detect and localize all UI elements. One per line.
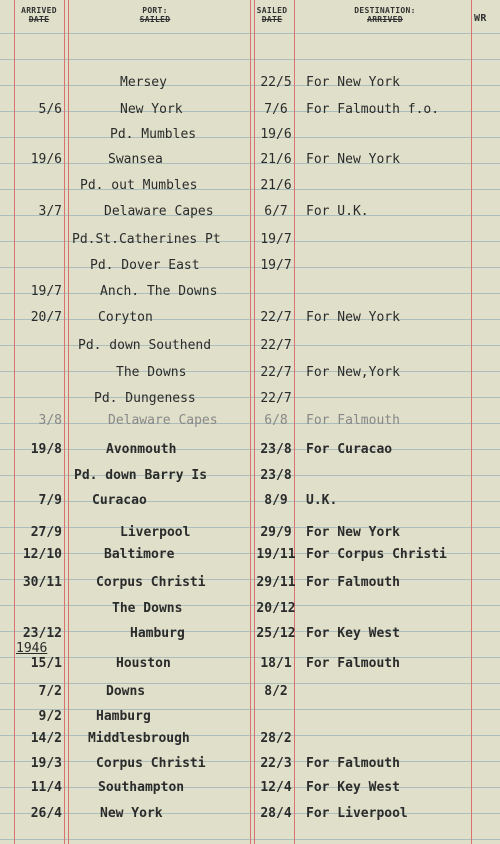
port-name: Hamburg	[96, 709, 151, 724]
sailed-date: 8/9	[264, 493, 288, 508]
arrived-date: 11/4	[30, 780, 62, 795]
sailed-date: 22/3	[260, 756, 292, 771]
sailed-date: 23/8	[260, 442, 292, 457]
header-destination-sub: ARRIVED	[367, 15, 403, 24]
log-row	[0, 491, 500, 511]
sailed-date: 19/6	[260, 127, 292, 142]
arrived-date: 3/8	[38, 413, 62, 428]
log-row	[0, 654, 500, 674]
arrived-date: 19/6	[30, 152, 62, 167]
log-row	[0, 754, 500, 774]
arrived-date: 5/6	[38, 102, 62, 117]
destination: For Falmouth	[306, 413, 400, 428]
destination: For New York	[306, 152, 400, 167]
year-marker: 1946	[16, 641, 48, 656]
port-name: Liverpool	[120, 525, 191, 540]
header-destination-title: DESTINATION:	[354, 6, 416, 15]
destination: For Key West	[306, 626, 400, 641]
port-name: New York	[120, 102, 183, 117]
log-row	[0, 100, 500, 120]
arrived-date: 12/10	[22, 547, 62, 562]
sailed-date: 22/7	[260, 391, 292, 406]
log-row	[0, 282, 500, 302]
arrived-date: 26/4	[30, 806, 62, 821]
log-row	[0, 389, 500, 409]
arrived-date: 7/2	[38, 684, 62, 699]
sailed-date: 6/7	[264, 204, 288, 219]
sailed-date: 20/12	[256, 601, 296, 616]
log-row	[0, 230, 500, 250]
sailed-date: 7/6	[264, 102, 288, 117]
port-name: Avonmouth	[106, 442, 177, 457]
log-row	[0, 599, 500, 619]
log-row	[0, 545, 500, 565]
sailed-date: 18/1	[260, 656, 292, 671]
sailed-date: 23/8	[260, 468, 292, 483]
sailed-date: 25/12	[256, 626, 296, 641]
port-name: Houston	[116, 656, 171, 671]
port-name: Swansea	[108, 152, 163, 167]
log-row	[0, 804, 500, 824]
log-row	[0, 73, 500, 93]
port-name: Pd. Mumbles	[110, 127, 197, 142]
port-name: Delaware Capes	[108, 413, 218, 428]
log-row	[0, 440, 500, 460]
log-row	[0, 411, 500, 431]
destination: For Corpus Christi	[306, 547, 447, 562]
header-destination	[330, 6, 440, 24]
port-name: Downs	[106, 684, 146, 699]
destination: For Falmouth	[306, 756, 400, 771]
destination: For Liverpool	[306, 806, 408, 821]
log-row	[0, 176, 500, 196]
port-name: Pd. out Mumbles	[80, 178, 198, 193]
log-row	[0, 466, 500, 486]
log-row	[0, 573, 500, 593]
destination: U.K.	[306, 493, 338, 508]
arrived-date: 19/8	[30, 442, 62, 457]
port-name: Corpus Christi	[96, 756, 206, 771]
destination: For Curacao	[306, 442, 393, 457]
header-extra: WR	[474, 13, 487, 24]
destination: For New York	[306, 525, 400, 540]
arrived-date: 9/2	[38, 709, 62, 724]
port-name: Pd. Dover East	[90, 258, 200, 273]
log-row	[0, 729, 500, 749]
sailed-date: 22/7	[260, 338, 292, 353]
sailed-date: 22/7	[260, 310, 292, 325]
sailed-date: 21/6	[260, 152, 292, 167]
destination: For New,York	[306, 365, 400, 380]
arrived-date: 27/9	[30, 525, 62, 540]
header-arrived-sub: DATE	[28, 15, 50, 24]
log-row	[0, 202, 500, 222]
arrived-date: 23/12	[22, 626, 62, 641]
header-sailed-sub: DATE	[261, 15, 283, 24]
destination: For Falmouth f.o.	[306, 102, 440, 117]
arrived-date: 19/7	[30, 284, 62, 299]
destination: For New York	[306, 75, 400, 90]
destination: For U.K.	[306, 204, 369, 219]
port-name: Middlesbrough	[88, 731, 190, 746]
sailed-date: 12/4	[260, 780, 292, 795]
log-row	[0, 624, 500, 644]
port-name: Delaware Capes	[104, 204, 214, 219]
header-port	[90, 6, 220, 24]
header-arrived-title: ARRIVED	[21, 6, 57, 15]
destination: For New York	[306, 310, 400, 325]
log-row	[0, 336, 500, 356]
log-row	[0, 778, 500, 798]
port-name: Curacao	[92, 493, 147, 508]
arrived-date: 3/7	[38, 204, 62, 219]
port-name: New York	[100, 806, 163, 821]
sailed-date: 29/11	[256, 575, 296, 590]
destination: For Falmouth	[306, 656, 400, 671]
sailed-date: 21/6	[260, 178, 292, 193]
sailed-date: 19/7	[260, 232, 292, 247]
sailed-date: 19/7	[260, 258, 292, 273]
port-name: Coryton	[98, 310, 153, 325]
header-sailed-title: SAILED	[256, 6, 288, 15]
arrived-date: 15/1	[30, 656, 62, 671]
sailed-date: 22/5	[260, 75, 292, 90]
header-sailed	[250, 6, 294, 24]
port-name: Southampton	[98, 780, 185, 795]
log-row	[0, 523, 500, 543]
arrived-date: 19/3	[30, 756, 62, 771]
port-name: Pd. down Southend	[78, 338, 212, 353]
header-port-sub: SAILED	[139, 15, 171, 24]
port-name: Pd. down Barry Is	[74, 468, 208, 483]
arrived-date: 20/7	[30, 310, 62, 325]
port-name: Corpus Christi	[96, 575, 206, 590]
destination: For Falmouth	[306, 575, 400, 590]
sailed-date: 8/2	[264, 684, 288, 699]
port-name: Anch. The Downs	[100, 284, 218, 299]
sailed-date: 22/7	[260, 365, 292, 380]
port-name: Baltimore	[104, 547, 175, 562]
log-row	[0, 150, 500, 170]
log-row	[0, 125, 500, 145]
sailed-date: 28/2	[260, 731, 292, 746]
log-row	[0, 363, 500, 383]
port-name: Mersey	[120, 75, 167, 90]
port-name: Pd. Dungeness	[94, 391, 196, 406]
port-name: The Downs	[112, 601, 183, 616]
sailed-date: 19/11	[256, 547, 296, 562]
arrived-date: 7/9	[38, 493, 62, 508]
arrived-date: 14/2	[30, 731, 62, 746]
sailed-date: 29/9	[260, 525, 292, 540]
log-row	[0, 308, 500, 328]
header-port-title: PORT:	[142, 6, 168, 15]
destination: For Key West	[306, 780, 400, 795]
log-row	[0, 707, 500, 727]
log-row	[0, 256, 500, 276]
header-arrived	[14, 6, 64, 24]
log-row	[0, 682, 500, 702]
sailed-date: 28/4	[260, 806, 292, 821]
sailed-date: 6/8	[264, 413, 288, 428]
arrived-date: 30/11	[22, 575, 62, 590]
port-name: The Downs	[116, 365, 187, 380]
port-name: Pd.St.Catherines Pt	[72, 232, 221, 247]
port-name: Hamburg	[130, 626, 185, 641]
